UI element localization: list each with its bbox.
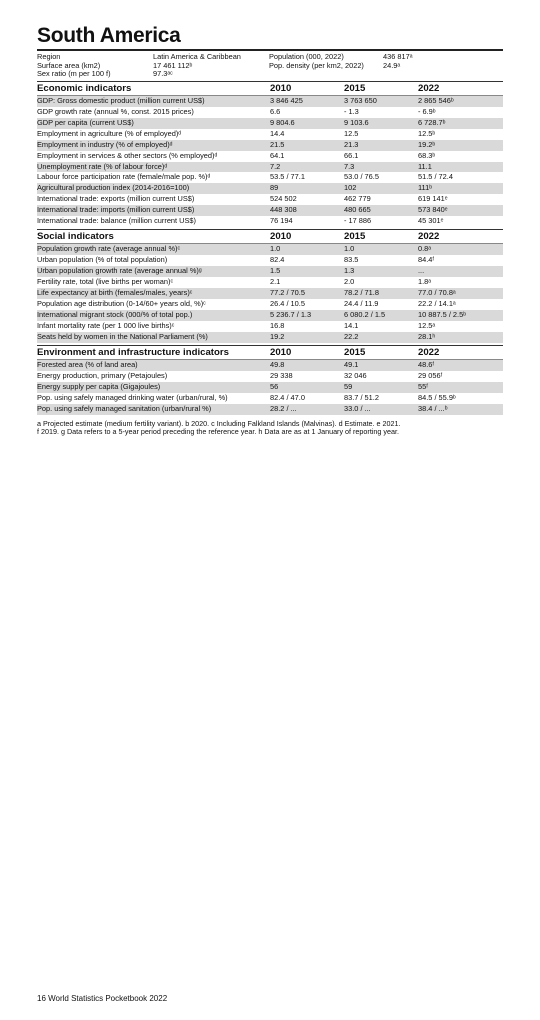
table-row — [37, 359, 503, 370]
footnote-line: f 2019. g Data refers to a 5-year period preceding the reference year. h Data are as at 1 January of reporting year. — [37, 426, 399, 436]
footnote-line: a Projected estimate (medium fertility variant). b 2020. c Including Falkland Islands (Malvinas). d Estimate. e 2021. — [37, 418, 401, 428]
indicator-value: 82.4 / 47.0 — [270, 392, 305, 402]
indicator-value: 16.8 — [270, 320, 285, 330]
table-row — [37, 310, 503, 321]
indicator-value: 66.1 — [344, 150, 359, 160]
table-row — [37, 244, 503, 255]
table-row — [37, 216, 503, 227]
indicator-label: Labour force participation rate (female/male pop. %)ᵈ — [37, 172, 211, 182]
indicator-value: 21.5 — [270, 140, 344, 151]
indicator-label: Agricultural production index (2014-2016=100) — [37, 183, 270, 194]
indicator-label: GDP growth rate (annual %, const. 2015 prices) — [37, 106, 194, 116]
indicator-value: 1.3 — [344, 266, 418, 277]
table-row — [37, 183, 503, 194]
indicator-value: 462 779 — [344, 194, 371, 204]
section-header-row — [37, 230, 503, 244]
indicator-value: 480 665 — [344, 205, 418, 216]
indicator-label: Population growth rate (average annual %)ᶜ — [37, 244, 270, 255]
country-profile — [37, 24, 503, 436]
indicator-label: Employment in agriculture (% of employed)ᵈ — [37, 128, 182, 138]
indicator-value: 48.6ᶠ — [418, 359, 503, 370]
indicator-value: 84.4ᶠ — [418, 255, 435, 265]
indicator-label: Pop. using safely managed sanitation (urban/rural %) — [37, 404, 270, 415]
indicator-value: 7.2 — [270, 162, 344, 173]
indicator-label: GDP: Gross domestic product (million current US$) — [37, 95, 270, 106]
info-label: Region — [37, 52, 61, 61]
year-header: 2022 — [418, 82, 503, 96]
indicator-value: 29 056ᶠ — [418, 370, 443, 380]
indicator-label: Pop. using safely managed drinking water (urban/rural, %) — [37, 392, 228, 402]
indicator-label: Life expectancy at birth (females/males, years)ᶜ — [37, 288, 270, 299]
indicator-value: 2.1 — [270, 277, 281, 287]
indicator-value: 12.5ᵇ — [418, 128, 436, 138]
table-row — [37, 321, 503, 332]
indicator-label: Fertility rate, total (live births per woman)ᶜ — [37, 277, 174, 287]
indicator-table — [37, 230, 503, 343]
indicator-value: 2 865 546ᵇ — [418, 95, 503, 106]
footnotes — [37, 420, 503, 436]
table-row — [37, 172, 503, 183]
section-title: Environment and infrastructure indicators — [37, 346, 270, 360]
table-row — [37, 382, 503, 393]
indicator-value: 38.4 / ...ᵇ — [418, 404, 503, 415]
title-divider — [37, 49, 503, 51]
indicator-value: 53.0 / 76.5 — [344, 172, 379, 182]
indicator-value: 448 308 — [270, 205, 344, 216]
indicator-table — [37, 346, 503, 415]
table-row — [37, 255, 503, 266]
year-header: 2015 — [344, 346, 418, 360]
indicator-value: 9 804.6 — [270, 118, 344, 129]
indicator-value: 14.1 — [344, 320, 359, 330]
table-row — [37, 95, 503, 106]
indicator-label: International migrant stock (000/% of total pop.) — [37, 310, 270, 321]
indicator-value: 45 301ᵉ — [418, 216, 444, 226]
indicator-value: 59 — [344, 382, 418, 393]
table-row — [37, 162, 503, 173]
indicator-label: Employment in industry (% of employed)ᵈ — [37, 140, 270, 151]
indicator-label: Infant mortality rate (per 1 000 live births)ᶜ — [37, 320, 175, 330]
indicator-table — [37, 82, 503, 227]
indicator-value: 28.1ʰ — [418, 332, 503, 343]
section-title: Social indicators — [37, 230, 270, 244]
indicator-value: 6 728.7ᵇ — [418, 118, 503, 129]
table-row — [37, 299, 503, 310]
indicator-value: 77.0 / 70.8ᵃ — [418, 288, 503, 299]
table-row — [37, 118, 503, 129]
indicator-value: - 1.3 — [344, 106, 359, 116]
year-header: 2010 — [270, 230, 344, 244]
table-row — [37, 332, 503, 343]
table-row — [37, 404, 503, 415]
info-value — [383, 70, 463, 79]
info-value: 24.9ᵃ — [383, 60, 401, 70]
table-row — [37, 107, 503, 118]
indicator-value: 26.4 / 10.5 — [270, 298, 305, 308]
indicator-label: Urban population (% of total population) — [37, 255, 168, 265]
year-header: 2015 — [344, 230, 418, 244]
indicator-label: Unemployment rate (% of labour force)ᵈ — [37, 162, 270, 173]
table-row — [37, 288, 503, 299]
indicator-value: 1.8ᵃ — [418, 277, 432, 287]
info-label: Population (000, 2022) — [269, 52, 344, 61]
info-label — [269, 70, 383, 79]
indicator-value: 22.2 — [344, 332, 418, 343]
indicator-label: GDP per capita (current US$) — [37, 118, 270, 129]
info-value: 97.3ᵃᶜ — [153, 69, 173, 79]
indicator-value: 6 080.2 / 1.5 — [344, 310, 418, 321]
indicator-value: 77.2 / 70.5 — [270, 288, 344, 299]
indicator-value: 83.7 / 51.2 — [344, 392, 379, 402]
indicator-value: 49.8 — [270, 359, 344, 370]
table-row — [37, 140, 503, 151]
indicator-label: International trade: balance (million current US$) — [37, 216, 196, 226]
indicator-label: International trade: imports (million current US$) — [37, 205, 270, 216]
general-info — [37, 53, 503, 79]
indicator-label: Forested area (% of land area) — [37, 359, 270, 370]
year-header: 2015 — [344, 82, 418, 96]
indicator-value: 7.3 — [344, 162, 418, 173]
table-row — [37, 205, 503, 216]
indicator-value: - 17 886 — [344, 216, 372, 226]
table-row — [37, 129, 503, 140]
section-title: Economic indicators — [37, 82, 270, 96]
indicator-label: Seats held by women in the National Parliament (%) — [37, 332, 270, 343]
indicator-value: 49.1 — [344, 359, 418, 370]
indicator-value: 1.5 — [270, 266, 344, 277]
indicator-value: 573 840ᵉ — [418, 205, 503, 216]
indicator-label: Urban population growth rate (average annual %)ᵍ — [37, 266, 270, 277]
indicator-value: 28.2 / ... — [270, 404, 344, 415]
indicator-value: 68.3ᵇ — [418, 150, 436, 160]
indicator-value: 10 887.5 / 2.5ᵇ — [418, 310, 503, 321]
indicator-value: 524 502 — [270, 194, 297, 204]
indicator-value: 3 846 425 — [270, 95, 344, 106]
indicator-value: 111ᵇ — [418, 183, 503, 194]
info-label: Surface area (km2) — [37, 60, 101, 70]
indicator-value: 2.0 — [344, 277, 355, 287]
info-row — [37, 70, 503, 79]
indicator-value: 64.1 — [270, 150, 285, 160]
indicator-value: 19.2ᵇ — [418, 140, 503, 151]
indicator-value: 56 — [270, 382, 344, 393]
table-row — [37, 371, 503, 382]
year-header: 2022 — [418, 230, 503, 244]
indicator-value: 51.5 / 72.4 — [418, 172, 453, 182]
indicator-label: Employment in services & other sectors (% employed)ᵈ — [37, 150, 218, 160]
indicator-sections — [37, 81, 503, 415]
table-row — [37, 151, 503, 162]
indicator-value: 78.2 / 71.8 — [344, 288, 418, 299]
indicator-value: 9 103.6 — [344, 118, 418, 129]
indicator-value: 83.5 — [344, 255, 359, 265]
indicator-value: 82.4 — [270, 255, 285, 265]
indicator-value: 89 — [270, 183, 344, 194]
indicator-value: 5 236.7 / 1.3 — [270, 310, 344, 321]
indicator-value: 29 338 — [270, 370, 293, 380]
indicator-value: 3 763 650 — [344, 95, 418, 106]
indicator-value: - 6.9ᵇ — [418, 106, 436, 116]
indicator-value: 32 046 — [344, 370, 367, 380]
page-title: South America — [37, 24, 181, 47]
indicator-value: 33.0 / ... — [344, 404, 418, 415]
indicator-value: 1.0 — [270, 244, 344, 255]
indicator-value: 6.6 — [270, 106, 281, 116]
indicator-value: 24.4 / 11.9 — [344, 298, 379, 308]
indicator-value: 19.2 — [270, 332, 344, 343]
indicator-value: 11.1 — [418, 162, 503, 173]
indicator-value: 84.5 / 55.9ᵇ — [418, 392, 456, 402]
info-value: Latin America & Caribbean — [153, 52, 241, 61]
indicator-value: 53.5 / 77.1 — [270, 172, 305, 182]
info-label: Pop. density (per km2, 2022) — [269, 60, 364, 70]
table-row — [37, 277, 503, 288]
year-header: 2022 — [418, 346, 503, 360]
info-value: 436 817ᵃ — [383, 52, 413, 61]
indicator-value: 0.8ᵃ — [418, 244, 503, 255]
indicator-value: 619 141ᵉ — [418, 194, 448, 204]
indicator-label: Population age distribution (0-14/60+ years old, %)ᶜ — [37, 298, 206, 308]
indicator-value: 1.0 — [344, 244, 418, 255]
indicator-value: 22.2 / 14.1ᵃ — [418, 298, 456, 308]
info-value: 17 461 112ᵇ — [153, 60, 193, 70]
indicator-value: 102 — [344, 183, 418, 194]
info-label: Sex ratio (m per 100 f) — [37, 69, 111, 79]
table-row — [37, 393, 503, 404]
indicator-value: ... — [418, 266, 503, 277]
section-header-row — [37, 346, 503, 360]
year-header: 2010 — [270, 82, 344, 96]
indicator-value: 12.5 — [344, 128, 359, 138]
indicator-label: Energy supply per capita (Gigajoules) — [37, 382, 270, 393]
indicator-label: Energy production, primary (Petajoules) — [37, 370, 168, 380]
page-footer: 16 World Statistics Pocketbook 2022 — [37, 994, 168, 1003]
section-header-row — [37, 82, 503, 96]
indicator-value: 55ᶠ — [418, 382, 503, 393]
indicator-label: International trade: exports (million current US$) — [37, 194, 195, 204]
indicator-value: 14.4 — [270, 128, 285, 138]
year-header: 2010 — [270, 346, 344, 360]
table-row — [37, 194, 503, 205]
indicator-value: 12.5ᵃ — [418, 320, 436, 330]
indicator-value: 76 194 — [270, 216, 293, 226]
indicator-value: 21.3 — [344, 140, 418, 151]
table-row — [37, 266, 503, 277]
